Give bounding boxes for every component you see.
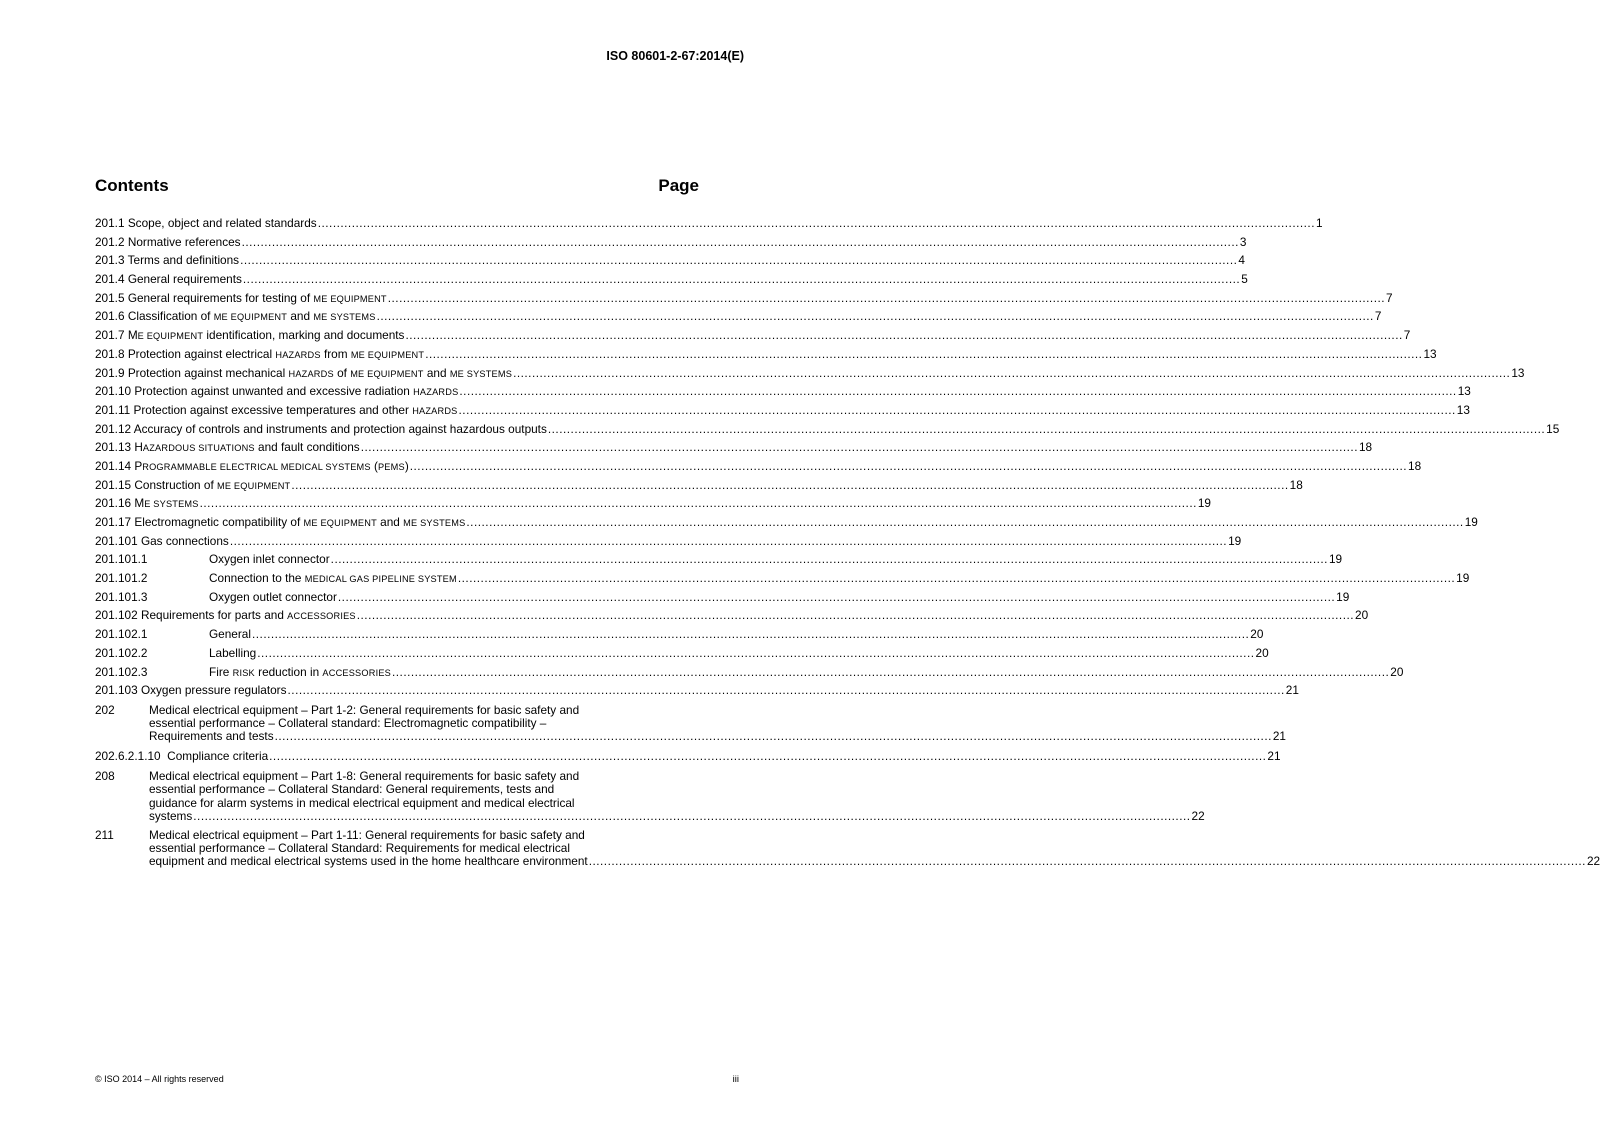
toc-entry-201-4[interactable]: 201.4 General requirements ..... 5 [95,272,739,291]
toc-entry-201-12[interactable]: 201.12 Accuracy of controls and instruments and protection against hazardous outputs ..... 15 [95,422,739,441]
toc-entry-201-5[interactable]: 201.5 General requirements for testing of ME EQUIPMENT ..... 7 [95,291,739,310]
toc-entry-201-9[interactable]: 201.9 Protection against mechanical HAZARDS of ME EQUIPMENT and ME SYSTEMS ..... 13 [95,366,739,385]
toc-entry-201-10[interactable]: 201.10 Protection against unwanted and excessive radiation HAZARDS ..... 13 [95,384,739,403]
copyright-notice: © ISO 2014 – All rights reserved [95,1074,224,1084]
toc-entry-201-102-3[interactable]: 201.102.3 Fire RISK reduction in ACCESSORIES ..... 20 [95,665,739,684]
toc-entry-201-101-3[interactable]: 201.101.3 Oxygen outlet connector ..... 19 [95,590,739,609]
toc-entry-201-16[interactable]: 201.16 ME SYSTEMS ..... 19 [95,496,739,515]
toc-entry-201-14[interactable]: 201.14 PROGRAMMABLE ELECTRICAL MEDICAL SYSTEMS (PEMS) ..... 18 [95,459,739,478]
toc-entry-201-11[interactable]: 201.11 Protection against excessive temperatures and other HAZARDS ..... 13 [95,403,739,422]
toc-entry-201-101-1[interactable]: 201.101.1 Oxygen inlet connector ..... 19 [95,552,739,571]
toc-entry-201-102-1[interactable]: 201.102.1 General ..... 20 [95,627,739,646]
toc-entry-201-3[interactable]: 201.3 Terms and definitions ..... 4 [95,253,739,272]
toc-entry-201-2[interactable]: 201.2 Normative references ..... 3 [95,235,739,254]
toc-entry-211[interactable]: 211 Medical electrical equipment – Part 1-11: General requirements for basic safety and essential performance – Collateral Standard: Requirements for medical electrical equipment and medical electrical systems used in the home healthcare environment ..... 22 [95,829,739,869]
toc-entry-201-8[interactable]: 201.8 Protection against electrical HAZARDS from ME EQUIPMENT ..... 13 [95,347,739,366]
toc-entry-201-102-2[interactable]: 201.102.2 Labelling ..... 20 [95,646,739,665]
toc-entry-201-6[interactable]: 201.6 Classification of ME EQUIPMENT and ME SYSTEMS ..... 7 [95,309,739,328]
toc-entry-208[interactable]: 208 Medical electrical equipment – Part 1-8: General requirements for basic safety and essential performance – Collateral Standard: General requirements, tests and guidance for alarm systems in medical electrical equipment and medical electrical systems ..... 22 [95,770,739,823]
toc-entry-201-15[interactable]: 201.15 Construction of ME EQUIPMENT ..... 18 [95,478,739,497]
toc-entry-202[interactable]: 202 Medical electrical equipment – Part 1-2: General requirements for basic safety and essential performance – Collateral standard: Electromagnetic compatibility – Requirements and tests ..... 21 [95,704,739,744]
document-id: ISO 80601-2-67:2014(E) [606,49,744,63]
toc-entry-201-17[interactable]: 201.17 Electromagnetic compatibility of ME EQUIPMENT and ME SYSTEMS ..... 19 [95,515,739,534]
contents-header [95,176,699,196]
toc-entry-201-101-2[interactable]: 201.101.2 Connection to the MEDICAL GAS PIPELINE SYSTEM ..... 19 [95,571,739,590]
contents-title: Contents [95,176,169,195]
toc-entry-201-103[interactable]: 201.103 Oxygen pressure regulators ..... 21 [95,683,739,702]
page-column-label: Page [658,176,699,195]
page-number: iii [732,1074,739,1085]
toc-entry-201-102[interactable]: 201.102 Requirements for parts and ACCESSORIES ..... 20 [95,608,739,627]
toc-entry-202-6-2-1-10[interactable]: 202.6.2.1.10 Compliance criteria ..... 21 [95,749,739,768]
toc-entry-201-1[interactable]: 201.1 Scope, object and related standards ..... 1 [95,216,739,235]
toc-entry-201-13[interactable]: 201.13 HAZARDOUS SITUATIONS and fault conditions ..... 18 [95,440,739,459]
table-of-contents [95,216,1600,875]
toc-entry-201-7[interactable]: 201.7 ME EQUIPMENT identification, marking and documents ..... 7 [95,328,739,347]
toc-entry-201-101[interactable]: 201.101 Gas connections ..... 19 [95,534,739,553]
